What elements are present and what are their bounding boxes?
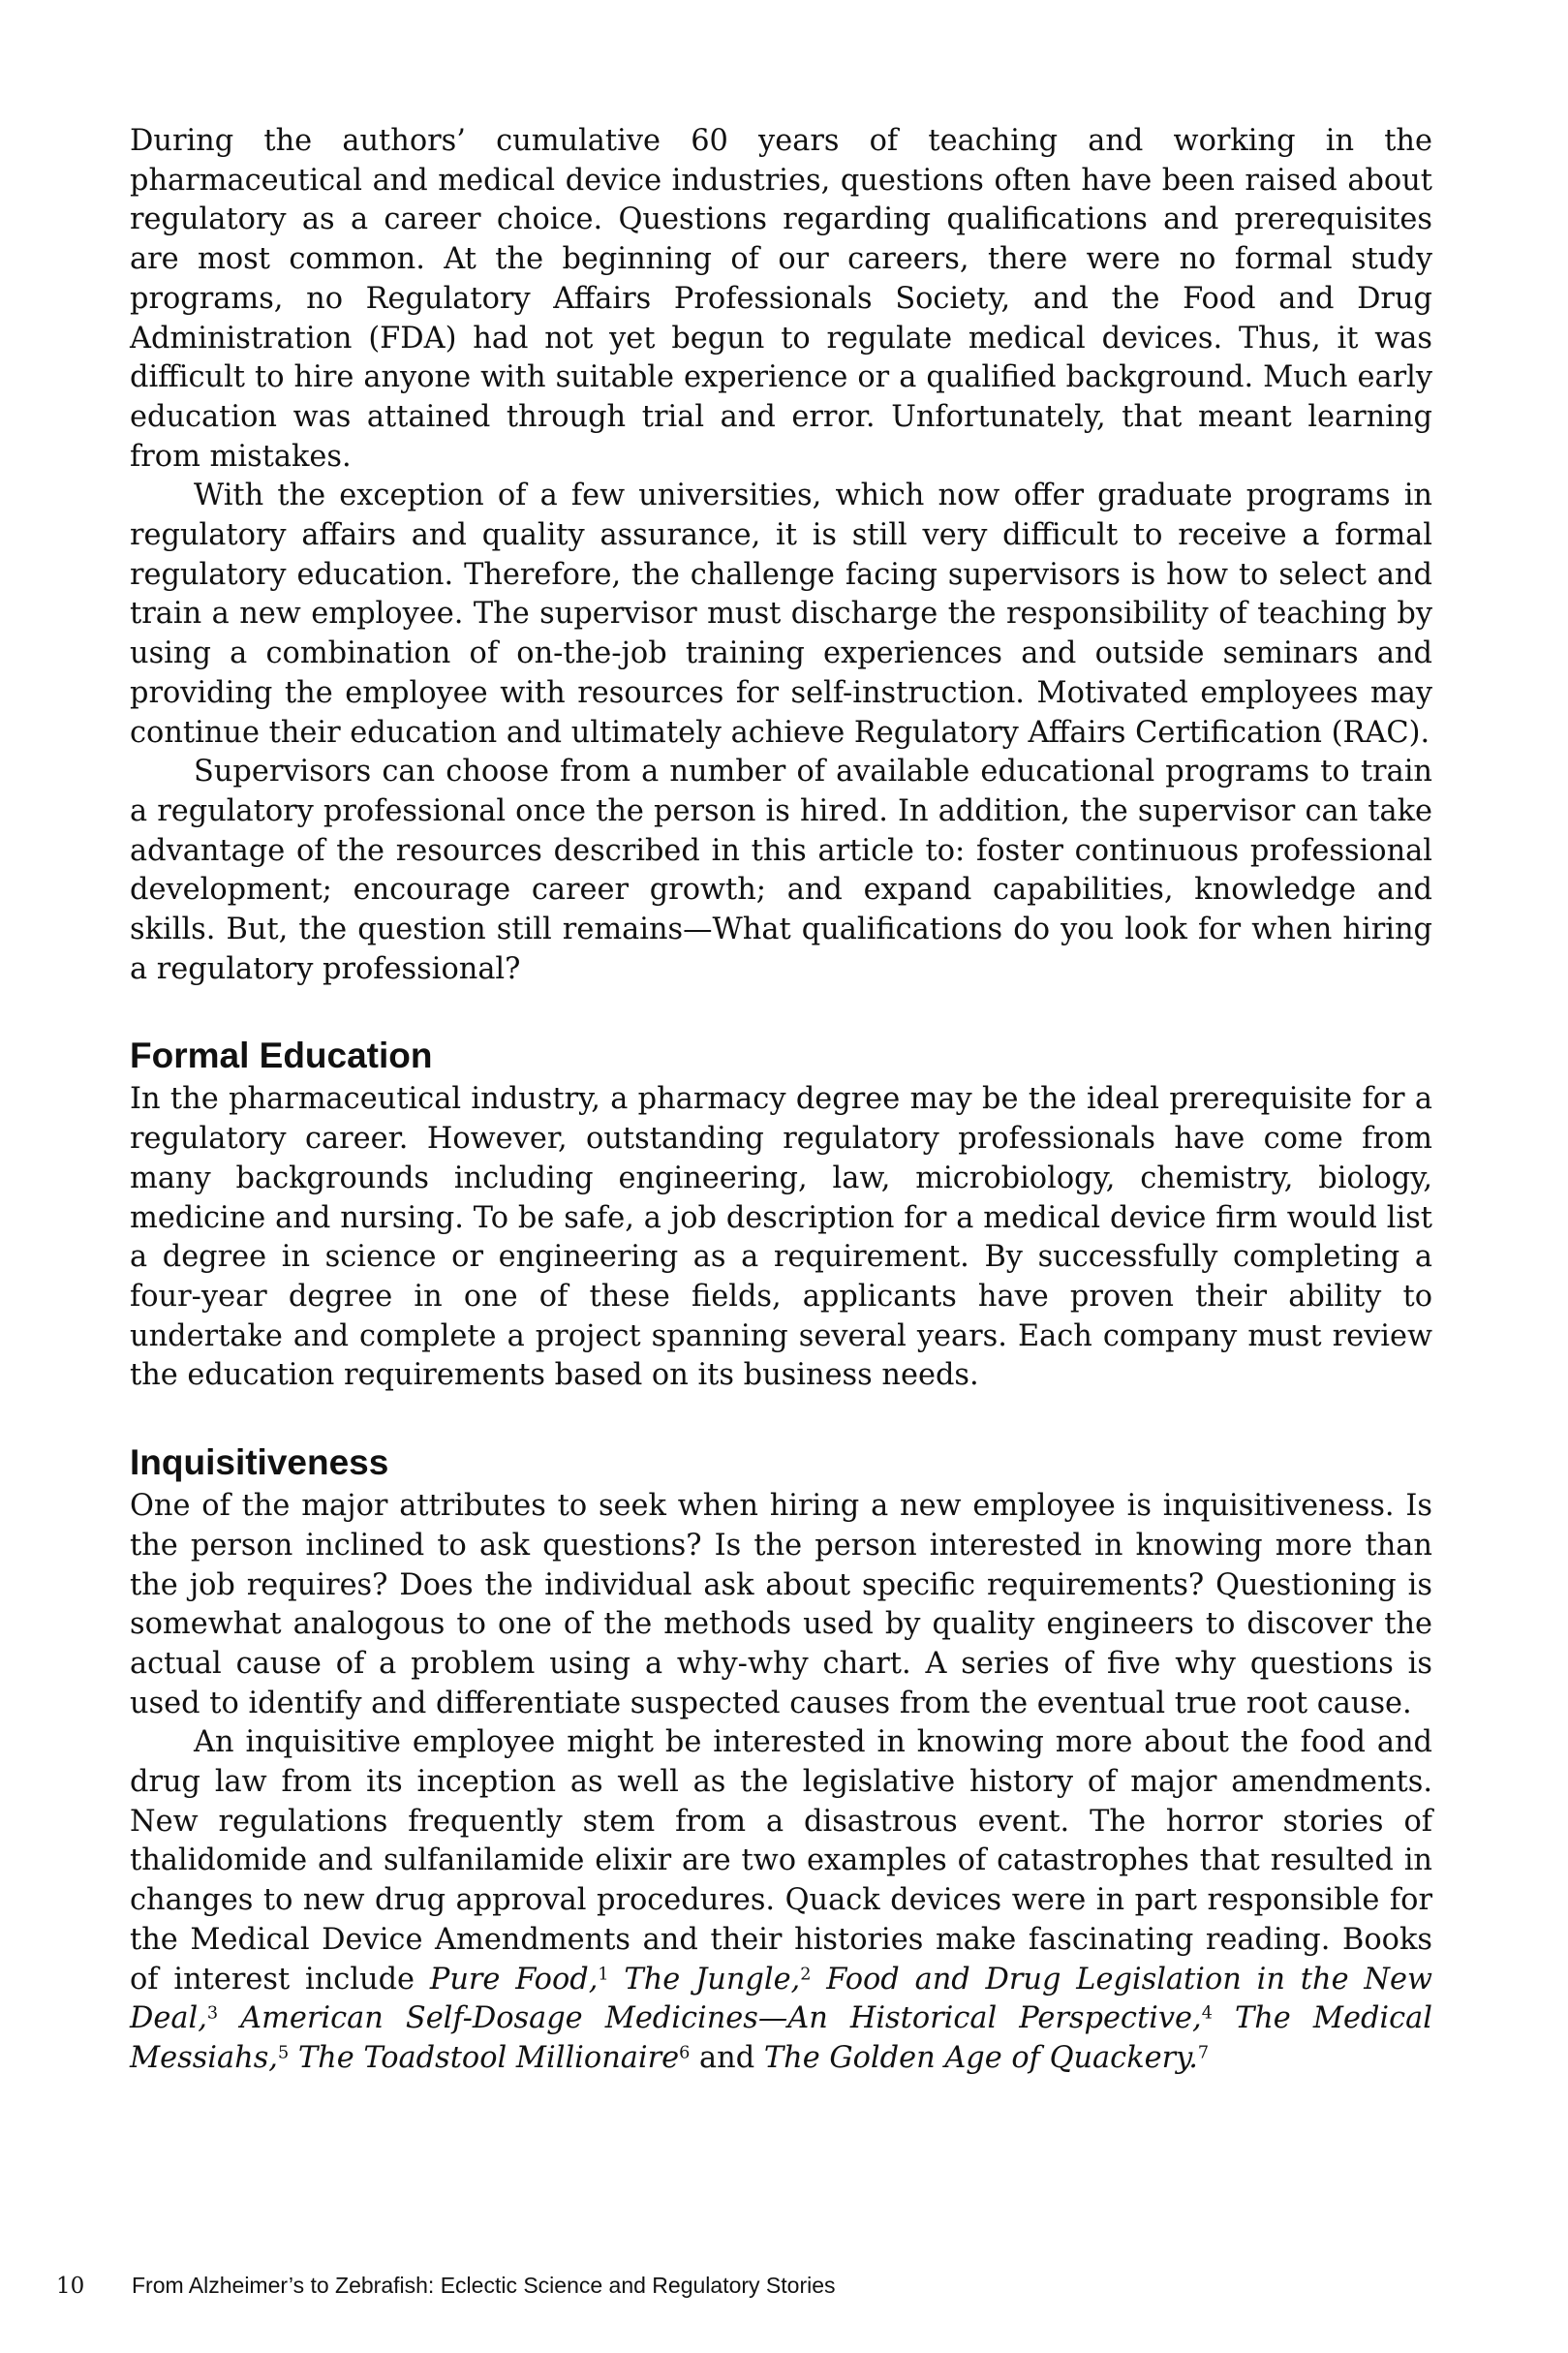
footnote-ref-6: 6 [679,2043,691,2063]
inquisitiveness-paragraph-2-text: An inquisitive employee might be interested in knowing more about the food and drug law from its inception as well as the legislative history of major amendments. New regulations frequently stem from a disastrous event. The horror stories of thalidomide and sulfanilamide elixir are two examples of catastrophes that resulted in changes to new drug approval procedures. Quack devices were in part responsible for the Medical Device Amendments and their histories make fascinating reading. Books of interest include [130,1725,1432,1997]
footnote-ref-1: 1 [598,1964,609,1984]
book-title-food-and-drug-legislation: Food and Drug Legislation in the New Deal, [130,1962,1432,2036]
heading-formal-education: Formal Education [130,1036,433,1076]
article-body [130,122,1432,2079]
heading-inquisitiveness: Inquisitiveness [130,1442,389,1483]
footnote-ref-7: 7 [1197,2043,1210,2063]
footnote-ref-3: 3 [206,2003,219,2024]
formal-education-paragraph: In the pharmaceutical industry, a pharmacy degree may be the ideal prerequisite for a regulatory career. However, outstanding regulatory professionals have come from many backgrounds including engineering, law, microbiology, chemistry, biology, medicine and nursing. To be safe, a job description for a medical device firm would list a degree in science or engineering as a requirement. By successfully completing a four-year degree in one of these fields, applicants have proven their ability to undertake and complete a project spanning several years. Each company must review the education requirements based on its business needs. [130,1082,1432,1393]
book-title-medical-messiahs: The Medical Messiahs, [130,2001,1432,2075]
book-title-the-jungle: The Jungle, [624,1962,801,1997]
inquisitiveness-paragraph-1: One of the major attributes to seek when hiring a new employee is inquisitiveness. Is the person inclined to ask questions? Is the person interested in knowing more than the job requires? Does the individual ask about specific requirements? Questioning is somewhat analogous to one of the methods used by quality engineers to discover the actual cause of a problem using a why-why chart. A series of five why questions is used to identify and differentiate suspected causes from the eventual true root cause. [130,1489,1432,1720]
book-title-pure-food: Pure Food, [429,1962,599,1997]
intro-paragraph-2: With the exception of a few universities, which now offer graduate programs in regulatory affairs and quality assurance, it is still very difficult to receive a formal regulatory education. Therefore, the challenge facing supervisors is how to select and train a new employee. The supervisor must discharge the responsibility of teaching by using a combination of on-the-job training experiences and outside seminars and providing the employee with resources for self-instruction. Motivated employees may continue their education and ultimately achieve Regulatory Affairs Certification (RAC). [130,479,1432,750]
running-footer-title: From Alzheimer’s to Zebrafish: Eclectic Science and Regulatory Stories [132,2273,836,2298]
footnote-ref-2: 2 [800,1964,812,1984]
book-title-toadstool-millionaire: The Toadstool Millionaire [297,2040,680,2075]
intro-paragraph-1: During the authors’ cumulative 60 years of teaching and working in the pharmaceutical and medical device industries, questions often have been raised about regulatory as a career choice. Questions regarding qualifications and prerequisites are most common. At the beginning of our careers, there were no formal study programs, no Regulatory Affairs Professionals Society, and the Food and Drug Administration (FDA) had not yet begun to regulate medical devices. Thus, it was difficult to hire anyone with suitable experience or a qualified background. Much early education was attained through trial and error. Unfortunately, that meant learning from mistakes. [130,124,1432,474]
inquisitiveness-paragraph-2 [130,1723,1432,2078]
conjunction-and: and [699,2040,755,2075]
book-title-american-self-dosage: American Self-Dosage Medicines—An Historical Perspective, [240,2001,1202,2036]
page-number: 10 [56,2274,85,2299]
page-footer [56,2271,836,2301]
footnote-ref-5: 5 [277,2043,290,2063]
book-title-golden-age-of-quackery: The Golden Age of Quackery. [763,2040,1198,2075]
intro-paragraph-3: Supervisors can choose from a number of available educational programs to train a regulatory professional once the person is hired. In addition, the supervisor can take advantage of the resources described in this article to: foster continuous professional development; encourage career growth; and expand capabilities, knowledge and skills. But, the question still remains—What qualifications do you look for when hiring a regulatory professional? [130,755,1432,986]
footnote-ref-4: 4 [1201,2003,1213,2024]
